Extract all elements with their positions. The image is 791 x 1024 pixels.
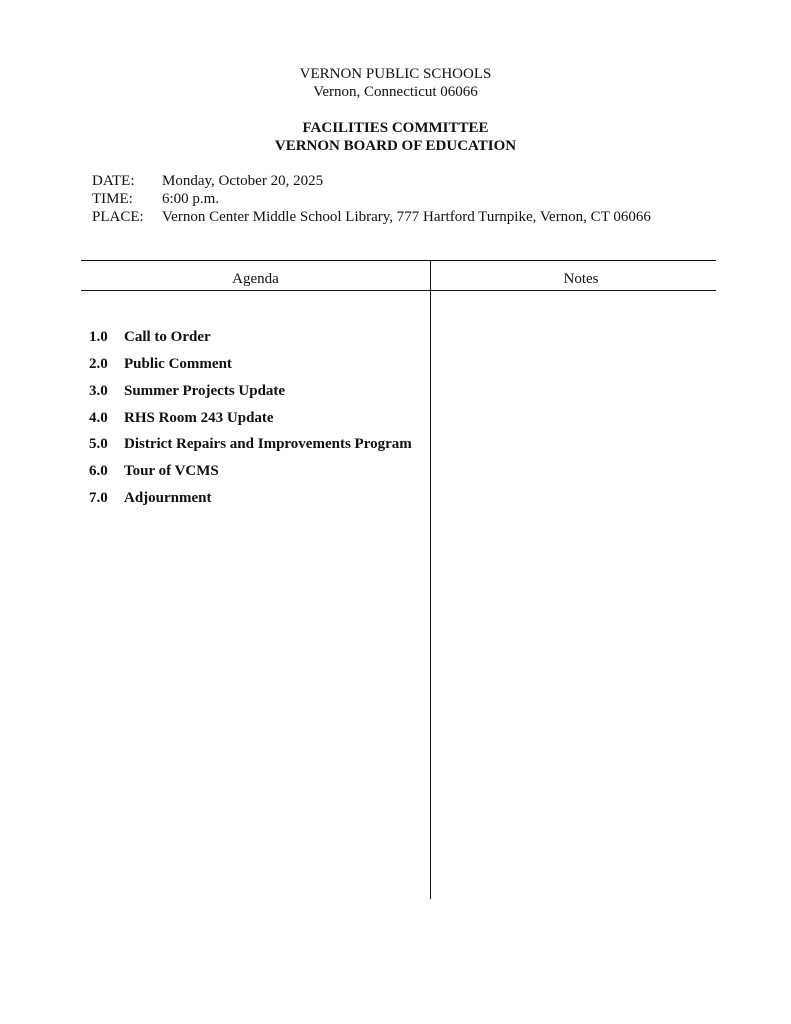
meeting-date-row [92,172,323,191]
notes-column-header: Notes [563,271,599,287]
agenda-item-number: 3.0 [89,383,108,399]
place-value: Vernon Center Middle School Library, 777 Hartford Turnpike, Vernon, CT 06066 [162,209,651,225]
agenda-item-title: Call to Order [124,329,211,345]
place-label: PLACE: [92,209,144,225]
agenda-item-title: Public Comment [124,356,232,372]
agenda-item-title: Adjournment [124,490,212,506]
time-label: TIME: [92,191,133,207]
agenda-item [89,355,232,373]
table-header-rule [81,290,716,291]
org-address: Vernon, Connecticut 06066 [313,84,478,100]
agenda-item [89,489,212,507]
meeting-place-row [92,208,651,227]
board-title: VERNON BOARD OF EDUCATION [274,138,517,154]
org-name: VERNON PUBLIC SCHOOLS [299,66,492,82]
committee-title: FACILITIES COMMITTEE [302,120,489,136]
agenda-item-number: 6.0 [89,463,108,479]
agenda-item-title: Tour of VCMS [124,463,219,479]
agenda-item [89,435,412,453]
agenda-item-number: 4.0 [89,410,108,426]
agenda-item [89,328,211,346]
agenda-column-header: Agenda [232,271,279,287]
date-value: Monday, October 20, 2025 [162,173,324,189]
agenda-item-number: 2.0 [89,356,108,372]
agenda-item-title: District Repairs and Improvements Program [124,436,412,452]
time-value: 6:00 p.m. [162,191,220,207]
date-label: DATE: [92,173,135,189]
agenda-item-number: 1.0 [89,329,108,345]
agenda-item-number: 7.0 [89,490,108,506]
table-column-divider [430,261,431,899]
agenda-item [89,462,219,480]
agenda-item-number: 5.0 [89,436,108,452]
agenda-item [89,409,274,427]
table-top-rule [81,260,716,261]
agenda-item-title: RHS Room 243 Update [124,410,274,426]
agenda-item-title: Summer Projects Update [124,383,286,399]
meeting-time-row [92,190,219,209]
agenda-item [89,382,285,400]
